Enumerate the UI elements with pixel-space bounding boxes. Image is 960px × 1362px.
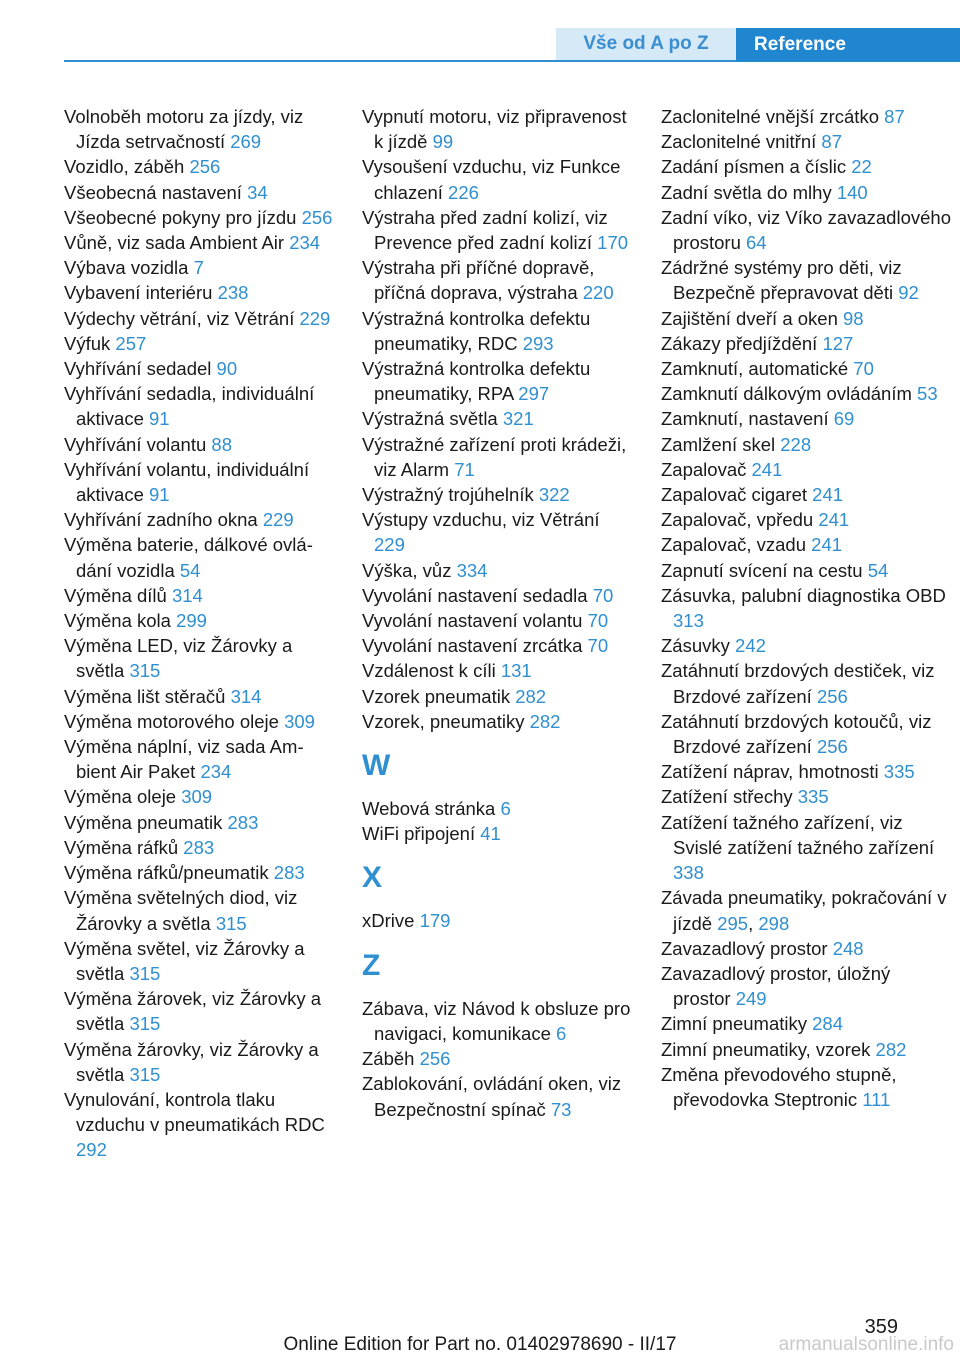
index-entry (64, 507, 336, 532)
index-entry (64, 734, 336, 784)
index-column-1 (64, 104, 336, 1163)
index-entry (362, 1046, 634, 1071)
index-term: Výměna oleje (64, 786, 182, 808)
index-entry (64, 684, 336, 709)
index-entry (661, 784, 951, 809)
index-entry (64, 457, 336, 507)
index-term: Výstupy vzduchu, viz Větrání (362, 509, 600, 531)
page-link[interactable]: 91 (149, 408, 170, 430)
index-entry (64, 104, 336, 154)
index-entry (362, 796, 634, 821)
index-entry (661, 709, 951, 759)
index-entry (64, 936, 336, 986)
index-term: Všeobecné pokyny pro jízdu (64, 206, 302, 228)
page-link[interactable]: 256 (419, 1048, 451, 1070)
index-entry (64, 280, 336, 305)
page-link[interactable]: 338 (673, 862, 704, 884)
index-term: Zapalovač, vzadu (661, 534, 812, 556)
index-entry (362, 583, 634, 608)
index-term: Zamknutí, automatické (661, 358, 854, 380)
index-term: Vybavení interiéru (64, 282, 218, 304)
page-link[interactable]: 283 (227, 811, 259, 833)
page-link[interactable]: 73 (550, 1098, 572, 1120)
index-term: Vyvolání nastavení volantu (362, 610, 588, 632)
page-link[interactable]: 69 (833, 408, 855, 430)
page-link[interactable]: 282 (529, 710, 561, 732)
index-entry (64, 306, 336, 331)
page-link[interactable]: 321 (502, 408, 534, 430)
index-entry (64, 810, 336, 835)
index-entry (64, 255, 336, 280)
index-entry (661, 936, 951, 961)
index-entry (661, 1062, 951, 1112)
index-term: Zavazadlový prostor, úložný prostor (661, 962, 891, 1010)
page-link[interactable]: 322 (538, 484, 570, 506)
index-term: Výměna žárovek, viz Žárovky a světla (64, 988, 322, 1035)
page-link[interactable]: 335 (883, 761, 915, 783)
page-link[interactable]: 229 (299, 307, 331, 329)
page-link[interactable]: 249 (735, 988, 767, 1010)
index-term: Výměna žárovky, viz Žárovky a světla (64, 1038, 319, 1085)
index-term: Výměna ráfků/pneumatik (64, 862, 274, 884)
page-link[interactable]: 90 (216, 358, 238, 380)
index-entry (64, 709, 336, 734)
page-link[interactable]: 248 (832, 937, 864, 959)
index-entry (362, 205, 634, 255)
index-entry (64, 860, 336, 885)
index-term: Výstraha před zadní kolizí, viz Prevence před zadní kolizí (362, 206, 608, 254)
page-number: 359 (864, 1316, 898, 1338)
index-entry (362, 908, 634, 933)
index-entry (362, 633, 634, 658)
page-link[interactable]: 228 (780, 433, 812, 455)
index-entry (64, 205, 336, 230)
page-link[interactable]: 256 (189, 156, 221, 178)
page-link[interactable]: 282 (515, 685, 547, 707)
page-link[interactable]: 315 (129, 1063, 161, 1085)
page-link[interactable]: 315 (129, 660, 161, 682)
index-entry (64, 633, 336, 683)
page-link[interactable]: 70 (592, 584, 614, 606)
index-entry (362, 996, 634, 1046)
index-term: Vyhřívání zadního okna (64, 509, 263, 531)
page-link[interactable]: 98 (843, 307, 864, 329)
index-entry (362, 154, 634, 204)
index-term: Zajištění dveří a oken (661, 307, 844, 329)
page-link[interactable]: 54 (179, 559, 201, 581)
index-term: WiFi připojení (362, 823, 481, 845)
index-term: Zamknutí dálkovým ovládáním (661, 383, 918, 405)
watermark: armanualsonline.info (778, 1334, 954, 1355)
index-letter-heading: W (362, 749, 391, 783)
index-term: Zapalovač, vpředu (661, 509, 819, 531)
page-link[interactable]: 241 (812, 484, 844, 506)
page-link[interactable]: 87 (821, 131, 842, 153)
page-link[interactable]: 256 (816, 736, 848, 758)
index-term: Zatížení střechy (661, 786, 798, 808)
index-term: Zimní pneumatiky (661, 1013, 813, 1035)
index-term: Výška, vůz (362, 559, 457, 581)
index-entry (362, 255, 634, 305)
index-entry (661, 306, 951, 331)
page-link[interactable]: 41 (480, 823, 501, 845)
page-link[interactable]: 314 (230, 685, 262, 707)
index-entry (362, 558, 634, 583)
page-link[interactable]: 293 (522, 332, 554, 354)
page-link[interactable]: 284 (812, 1013, 844, 1035)
index-entry (661, 432, 951, 457)
index-entry (362, 356, 634, 406)
index-term: Zásuvky (661, 635, 736, 657)
page-link[interactable]: 315 (129, 962, 161, 984)
index-entry (64, 784, 336, 809)
index-entry (362, 658, 634, 683)
page-separator: , (748, 912, 759, 934)
index-term: Vozidlo, záběh (64, 156, 190, 178)
index-entry (64, 835, 336, 860)
page-link[interactable]: 242 (735, 635, 766, 657)
page-link[interactable]: 64 (746, 232, 767, 254)
page-link[interactable]: 22 (851, 156, 872, 178)
index-term: Zádržné systémy pro děti, viz Bezpečně přepravovat děti (661, 257, 902, 304)
index-term: Zadní víko, viz Víko zavazadlového prostoru (661, 206, 951, 254)
page-link[interactable]: 297 (518, 383, 550, 405)
index-term: Zimní pneumatiky, vzorek (661, 1038, 876, 1060)
index-term: Zapalovač (661, 458, 752, 480)
index-column-3 (661, 104, 951, 1112)
index-term: Výměna ráfků (64, 836, 184, 858)
index-entry (64, 583, 336, 608)
index-term: Webová stránka (362, 798, 501, 820)
index-term: Výměna LED, viz Žárovky a světla (64, 635, 293, 682)
index-entry (362, 709, 634, 734)
index-entry (661, 810, 951, 886)
index-entry (64, 154, 336, 179)
index-term: Výdechy větrání, viz Větrání (64, 307, 300, 329)
index-term: Vzorek pneumatik (362, 685, 516, 707)
page-link[interactable]: 226 (448, 181, 479, 203)
page-link[interactable]: 238 (217, 282, 249, 304)
index-entry (362, 1071, 634, 1121)
page-link[interactable]: 70 (587, 610, 609, 632)
index-term: Vyvolání nastavení zrcátka (362, 635, 588, 657)
page-link[interactable]: 241 (818, 509, 850, 531)
index-term: Zadání písmen a číslic (661, 156, 852, 178)
page-link[interactable]: 234 (200, 761, 232, 783)
index-term: Zamlžení skel (661, 433, 781, 455)
index-term: Zamknutí, nastavení (661, 408, 834, 430)
index-term: Výstražná kontrolka defektu pneumatiky, RPA (362, 358, 591, 405)
page-link[interactable]: 292 (76, 1139, 107, 1161)
index-entry (362, 507, 634, 557)
index-entry (362, 608, 634, 633)
page-link[interactable]: 256 (301, 206, 333, 228)
page-link[interactable]: 179 (419, 910, 451, 932)
index-entry (661, 482, 951, 507)
index-entry (64, 1037, 336, 1087)
index-letter-heading: X (362, 861, 383, 895)
index-term: Zatáhnutí brzdových kotoučů, viz Brzdové zařízení (661, 710, 932, 758)
index-entry (661, 558, 951, 583)
index-entry (362, 684, 634, 709)
page-link[interactable]: 256 (816, 685, 848, 707)
index-term: Výstraha při příčné dopravě, příčná doprava, výstraha (362, 257, 595, 304)
index-entry (661, 406, 951, 431)
page-link[interactable]: 229 (262, 509, 294, 531)
index-entry (661, 129, 951, 154)
index-term: Výstražná světla (362, 408, 503, 430)
page-link[interactable]: 71 (454, 458, 475, 480)
page-link[interactable]: 241 (751, 458, 783, 480)
index-term: Zapnutí svícení na cestu (661, 559, 868, 581)
index-entry (661, 104, 951, 129)
index-entry (64, 1087, 336, 1163)
index-term: Změna převodového stupně, převodovka Steptronic (661, 1063, 897, 1110)
edition-footer: Online Edition for Part no. 01402978690 - II/17 (283, 1334, 677, 1355)
page-link[interactable]: 54 (867, 559, 889, 581)
index-term: Výstražný trojúhelník (362, 484, 539, 506)
index-term: Výměna náplní, viz sada Ambient Air Paket (64, 736, 304, 783)
index-term: Výměna lišt stěračů (64, 685, 231, 707)
index-term: Výstražná kontrolka defektu pneumatiky, RDC (362, 307, 591, 354)
index-term: Výbava vozidla (64, 257, 194, 279)
index-term: Vzdálenost k cíli (362, 660, 501, 682)
page-link[interactable]: 282 (875, 1038, 907, 1060)
index-entry (64, 986, 336, 1036)
index-entry (661, 381, 951, 406)
page-link[interactable]: 335 (797, 786, 829, 808)
index-entry (64, 230, 336, 255)
index-entry (64, 432, 336, 457)
page-link[interactable]: 257 (115, 332, 147, 354)
index-term: Záběh (362, 1048, 420, 1070)
page-link[interactable]: 315 (215, 912, 247, 934)
page-link[interactable]: 309 (284, 710, 315, 732)
page-link[interactable]: 314 (171, 584, 203, 606)
page-link[interactable]: 334 (456, 559, 488, 581)
index-term: xDrive (362, 910, 420, 932)
page-link[interactable]: 6 (556, 1022, 567, 1044)
index-entry (661, 180, 951, 205)
page-link[interactable]: 34 (247, 181, 268, 203)
index-entry (661, 583, 951, 633)
index-term: Vypnutí motoru, viz připravenost k jízdě (362, 106, 627, 153)
index-term: Zákazy předjíždění (661, 332, 823, 354)
page-link[interactable]: 229 (374, 534, 405, 556)
index-entry (64, 331, 336, 356)
index-term: Zatížení náprav, hmotnosti (661, 761, 884, 783)
index-term: Výměna světelných diod, viz Žárovky a světla (64, 887, 298, 934)
page-link[interactable]: 315 (129, 1013, 161, 1035)
index-entry (661, 356, 951, 381)
index-term: Vysoušení vzduchu, viz Funkce chlazení (362, 156, 621, 203)
index-term: Všeobecná nastavení (64, 181, 248, 203)
index-entry (661, 1011, 951, 1036)
index-term: Zábava, viz Návod k obsluze pro navigaci, komunikace (362, 997, 631, 1044)
index-entry (661, 331, 951, 356)
index-term: Výfuk (64, 332, 116, 354)
index-entry (362, 432, 634, 482)
index-entry (64, 608, 336, 633)
index-entry (661, 961, 951, 1011)
index-entry (362, 821, 634, 846)
index-entry (661, 633, 951, 658)
index-term: Zadní světla do mlhy (661, 181, 837, 203)
index-term: Vyhřívání sedadla, individuální aktivace (64, 383, 315, 430)
index-term: Vyhřívání sedadel (64, 358, 217, 380)
page-link[interactable]: 241 (811, 534, 843, 556)
index-term: Výměna motorového oleje (64, 710, 285, 732)
page-link[interactable]: 6 (500, 798, 511, 820)
index-term: Vzorek, pneumatiky (362, 710, 530, 732)
page-link[interactable]: 131 (500, 660, 532, 682)
chapter-tab[interactable]: Reference (736, 28, 960, 62)
index-entry (661, 205, 951, 255)
index-term: Zavazadlový prostor (661, 937, 833, 959)
page-link[interactable]: 295 (717, 912, 749, 934)
index-term: Vyhřívání volantu, individuální aktivace (64, 458, 310, 506)
page-link[interactable]: 111 (862, 1088, 891, 1110)
index-entry (661, 457, 951, 482)
index-entry (661, 658, 951, 708)
index-entry (362, 306, 634, 356)
page-link[interactable]: 70 (853, 358, 874, 380)
index-entry (661, 885, 951, 935)
section-tab[interactable]: Vše od A po Z (556, 28, 736, 60)
index-entry (661, 507, 951, 532)
index-term: Zatáhnutí brzdových destiček, viz Brzdové zařízení (661, 660, 935, 707)
index-term: Výměna kola (64, 610, 177, 632)
index-entry (64, 381, 336, 431)
page-link[interactable]: 87 (884, 106, 905, 127)
index-entry (661, 1037, 951, 1062)
index-term: Vynulování, kontrola tlaku vzduchu v pneumatikách RDC (64, 1088, 325, 1136)
index-term: Vyhřívání volantu (64, 433, 212, 455)
index-entry (362, 104, 634, 154)
page-link[interactable]: 53 (917, 383, 938, 405)
page-link[interactable]: 70 (587, 635, 609, 657)
index-entry (661, 154, 951, 179)
index-term: Zapalovač cigaret (661, 484, 813, 506)
index-letter-heading: Z (362, 948, 381, 982)
page-link[interactable]: 313 (673, 610, 704, 632)
index-entry (661, 532, 951, 557)
index-entry (362, 482, 634, 507)
index-term: Volnoběh motoru za jízdy, viz Jízda setrvačností (64, 106, 304, 153)
index-term: Závada pneumatiky, pokračování v jízdě (661, 887, 947, 934)
index-entry (64, 180, 336, 205)
page-link[interactable]: 283 (273, 862, 305, 884)
index-term: Vůně, viz sada Ambient Air (64, 232, 290, 254)
page-link[interactable]: 92 (898, 282, 919, 304)
index-term: Výstražné zařízení proti krádeži, viz Alarm (362, 433, 627, 480)
page-link[interactable]: 88 (211, 433, 232, 455)
index-entry (64, 356, 336, 381)
page-link[interactable]: 269 (230, 131, 262, 153)
index-term: Výměna baterie, dálkové ovládání vozidla (64, 534, 313, 581)
page-link[interactable]: 299 (176, 610, 207, 632)
page-link[interactable]: 220 (582, 282, 614, 304)
index-term: Zaclonitelné vnitřní (661, 131, 822, 153)
page-link[interactable]: 309 (181, 786, 213, 808)
index-entry (661, 255, 951, 305)
page-link[interactable]: 7 (193, 257, 204, 279)
page-link[interactable]: 283 (183, 836, 215, 858)
index-entry (661, 759, 951, 784)
page-header (64, 28, 960, 62)
index-term: Zaclonitelné vnější zrcátko (661, 106, 885, 127)
index-entry (64, 885, 336, 935)
page-link[interactable]: 91 (149, 484, 170, 506)
index-column-2 (362, 104, 634, 1122)
index-term: Výměna světel, viz Žárovky a světla (64, 937, 305, 984)
index-term: Zablokování, ovládání oken, viz Bezpečnostní spínač (362, 1073, 622, 1120)
page-link[interactable]: 298 (758, 912, 790, 934)
page-link[interactable]: 99 (432, 131, 454, 153)
index-term: Výměna pneumatik (64, 811, 228, 833)
index-term: Zatížení tažného zařízení, viz Svislé zatížení tažného zařízení (661, 811, 935, 858)
index-entry (362, 406, 634, 431)
page-link[interactable]: 140 (836, 181, 868, 203)
index-term: Výměna dílů (64, 584, 172, 606)
index-term: Zásuvka, palubní diagnostika OBD (661, 584, 946, 606)
index-entry (64, 532, 336, 582)
page-link[interactable]: 170 (597, 232, 629, 254)
page-link[interactable]: 234 (289, 232, 321, 254)
page-link[interactable]: 127 (822, 332, 854, 354)
index-term: Vyvolání nastavení sedadla (362, 584, 593, 606)
